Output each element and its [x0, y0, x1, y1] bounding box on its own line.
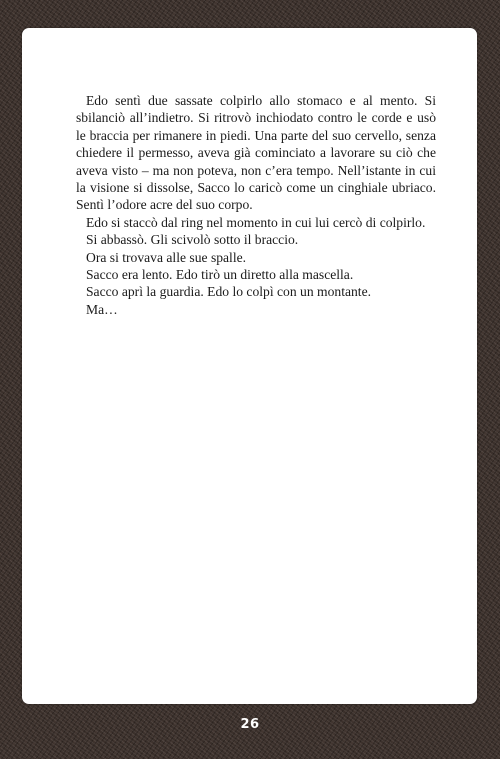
paragraph: Sacco era lento. Edo tirò un diretto alla mascella. [86, 267, 354, 283]
body-text [76, 92, 436, 318]
paragraph: Edo sentì due sassate colpirlo allo stomaco e al mento. Si sbilanciò all’indietro. Si ritrovò inchiodato contro le corde e usò le braccia per rimanere in piedi. Una parte del suo cervello, senza chiedere il permesso, aveva già cominciato a lavorare su ciò che aveva visto – ma non poteva, non c’era tempo. Nell’istante in cui la visione si dissolse, Sacco lo caricò come un cinghiale ubriaco. Sentì l’odore acre del suo corpo. [76, 93, 436, 213]
paragraph: Sacco aprì la guardia. Edo lo colpì con un montante. [86, 284, 372, 300]
paragraph: Ma… [86, 301, 118, 317]
paragraph: Ora si trovava alle sue spalle. [86, 249, 247, 265]
paragraph: Si abbassò. Gli scivolò sotto il braccio. [86, 232, 299, 248]
page-panel [22, 28, 477, 704]
paragraph: Edo si staccò dal ring nel momento in cui lui cercò di colpirlo. [86, 214, 426, 230]
page-number: 26 [240, 717, 260, 732]
